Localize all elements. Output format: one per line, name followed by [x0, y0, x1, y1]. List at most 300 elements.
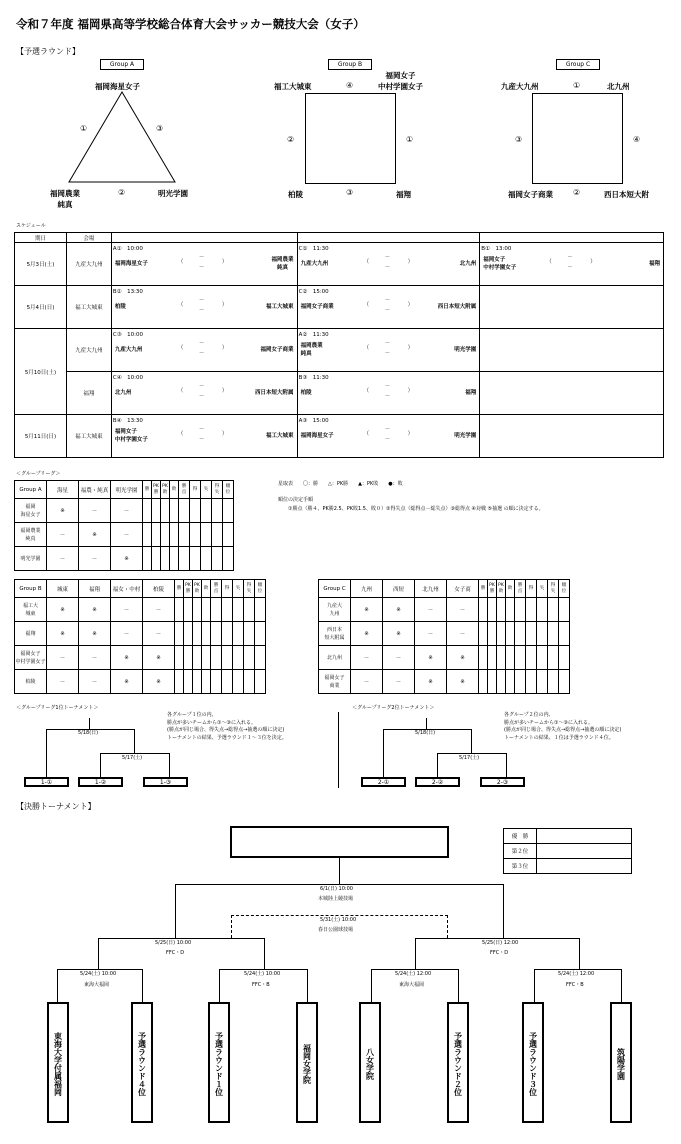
- stat-cell: [184, 646, 193, 670]
- group-table-cell: －: [111, 523, 143, 547]
- score-open: （: [363, 431, 370, 437]
- stat-cell: [161, 547, 170, 571]
- schedule-venue-cell: 福翔: [66, 372, 111, 415]
- sf-right-venue: FFC・D: [490, 950, 509, 956]
- stat-col-head: PK 敗: [161, 481, 170, 499]
- qf3-venue: 東海大福岡: [399, 982, 425, 988]
- stat-cell: [202, 646, 211, 670]
- stat-cell: [497, 646, 506, 670]
- schedule-match-cell: [297, 286, 480, 329]
- final-team-slot: 予選ラウンド３位: [522, 1002, 544, 1123]
- stat-cell: [488, 598, 497, 622]
- group-table-cell: －: [111, 622, 143, 646]
- score-open: （: [363, 345, 370, 351]
- qf1-venue: 東海大福岡: [84, 982, 110, 988]
- group-table-row-team: 西日本 短大附属: [319, 622, 351, 646]
- stat-cell: [488, 670, 497, 694]
- stat-cell: [515, 598, 526, 622]
- group-table-row-team: 福岡 海星女子: [15, 499, 47, 523]
- champion-box: [230, 826, 449, 858]
- score-close: ）: [407, 302, 414, 308]
- score-home: －: [198, 384, 205, 390]
- group-table-col-head: 福女・中村: [111, 580, 143, 598]
- league-rule-text: ①勝点（勝４、PK勝2.5、PK敗1.5、敗０）②得失点（総得点－総失点）③総得点 ④対戦 ⑤抽選 の順に決定する。: [288, 506, 544, 512]
- third-venue: 春日公園球技場: [318, 927, 354, 933]
- score-close: ）: [221, 302, 228, 308]
- final-team-slot: 東海大学付属福岡: [47, 1002, 69, 1123]
- group-table-cell: －: [79, 670, 111, 694]
- group-table-cell: ※: [79, 622, 111, 646]
- match-code: C② 15:00: [298, 289, 329, 295]
- group-a-top-team: 福岡海星女子: [95, 82, 140, 91]
- score-home: －: [198, 427, 205, 433]
- score-close: ）: [221, 259, 228, 265]
- match-away-team: 福翔: [648, 261, 660, 267]
- stat-cell: [526, 598, 537, 622]
- stat-cell: [212, 547, 223, 571]
- group-table-row-team: 福岡女子 中村学園女子: [15, 646, 47, 670]
- score-home: －: [384, 255, 391, 261]
- final-team-slot: 筑陽学園: [610, 1002, 632, 1123]
- score-home: －: [567, 255, 573, 261]
- schedule-label: スケジュール: [16, 223, 46, 229]
- gl2-slot-3: 2-③: [480, 777, 525, 787]
- match-code: B① 13:00: [481, 246, 512, 252]
- stat-col-head: 勝: [143, 481, 152, 499]
- schedule-table: [14, 232, 664, 458]
- stat-cell: [548, 622, 559, 646]
- placings-table: [503, 828, 632, 874]
- stat-col-head: 順 位: [223, 481, 234, 499]
- final-team-slot: 八女学院: [359, 1002, 381, 1123]
- group-table-cell: －: [47, 547, 79, 571]
- group-table-cell: －: [415, 598, 447, 622]
- match-away-team: 福工大城東: [266, 304, 294, 310]
- stat-cell: [497, 622, 506, 646]
- stat-cell: [559, 670, 570, 694]
- stat-col-head: 敗: [506, 580, 515, 598]
- match-code: B② 13:30: [112, 289, 143, 295]
- group-table-cell: ※: [111, 547, 143, 571]
- score-open: （: [177, 302, 184, 308]
- stat-cell: [212, 523, 223, 547]
- sf-left-time: 5/25(日) 10:00: [155, 940, 192, 946]
- group-table-cell: ※: [351, 598, 383, 622]
- stat-cell: [526, 670, 537, 694]
- group-table-cell: －: [143, 622, 175, 646]
- score-open: （: [177, 259, 184, 265]
- qf4-venue: FFC・B: [566, 982, 584, 988]
- stat-cell: [233, 622, 244, 646]
- qf1-time: 5/24(土) 10:00: [80, 971, 117, 977]
- stat-cell: [506, 622, 515, 646]
- stat-cell: [170, 499, 179, 523]
- group-a-match-bottom: ②: [118, 188, 126, 197]
- stat-cell: [515, 646, 526, 670]
- group-table-cell: ※: [79, 523, 111, 547]
- match-away-team: 北九州: [459, 261, 477, 267]
- stat-cell: [201, 547, 212, 571]
- score-open: （: [546, 259, 552, 265]
- qf3-time: 5/24(土) 12:00: [395, 971, 432, 977]
- stat-cell: [497, 598, 506, 622]
- stat-cell: [184, 670, 193, 694]
- match-code: C① 11:30: [298, 246, 329, 252]
- group-table-cell: －: [47, 670, 79, 694]
- stat-cell: [526, 646, 537, 670]
- match-home-team: 福岡女子 中村学園女子: [483, 257, 517, 271]
- qf2-time: 5/24(土) 10:00: [244, 971, 281, 977]
- match-home-team: 九産大九州: [114, 347, 143, 353]
- score-close: ）: [221, 388, 228, 394]
- match-code: A② 11:30: [298, 332, 329, 338]
- prelim-heading: 【予選ラウンド】: [16, 47, 80, 56]
- match-home-team: 福岡海星女子: [300, 433, 334, 439]
- schedule-match-cell: [297, 372, 480, 415]
- third-time: 5/31(土) 10:00: [320, 917, 357, 923]
- stat-col-head: 勝: [175, 580, 184, 598]
- gl2-final-date: 5/18(日): [415, 730, 436, 736]
- group-table-row-team: 福岡農業 純真: [15, 523, 47, 547]
- group-table-row-team: 福岡女子 商業: [319, 670, 351, 694]
- stat-cell: [190, 523, 201, 547]
- group-table-row-team: 福翔: [15, 622, 47, 646]
- stat-cell: [175, 598, 184, 622]
- stat-cell: [559, 598, 570, 622]
- group-a-right-team: 明光学園: [158, 189, 188, 198]
- final-venue: 本城陸上競技場: [318, 896, 354, 902]
- group-table-cell: －: [47, 523, 79, 547]
- schedule-match-cell: [480, 372, 664, 415]
- group-c-match-top: ①: [573, 81, 581, 90]
- group-table-head: Group B: [15, 580, 47, 598]
- group-table-row-team: 福工大 城東: [15, 598, 47, 622]
- stat-col-head: PK 敗: [193, 580, 202, 598]
- stat-cell: [506, 670, 515, 694]
- stat-cell: [537, 670, 548, 694]
- group-table-cell: －: [383, 646, 415, 670]
- stat-col-head: 得 失: [212, 481, 223, 499]
- match-home-team: 福岡女子商業: [300, 304, 334, 310]
- stat-col-head: 敗: [202, 580, 211, 598]
- score-open: （: [177, 345, 184, 351]
- group-c-match-bottom: ②: [573, 188, 581, 197]
- group-c-tr-team: 北九州: [607, 82, 630, 91]
- gl2-slot-1: 2-①: [361, 777, 406, 787]
- group-a-table: [14, 480, 234, 571]
- schedule-date-cell: 5月10日(土): [15, 329, 67, 415]
- score-home: －: [384, 298, 391, 304]
- group-table-col-head: 福農・純真: [79, 481, 111, 499]
- group-table-col-head: 柏陵: [143, 580, 175, 598]
- match-away-team: 西日本短大附属: [255, 390, 294, 396]
- group-table-cell: ※: [383, 598, 415, 622]
- group-table-col-head: 九州: [351, 580, 383, 598]
- group-c-table: [318, 579, 570, 694]
- gl1-note: 各グループ１位の内、 勝点が多いチームから①～③に入れる。 (勝点が同じ場合、得失点→総得点→抽選の順に決定) トーナメントの結果、予選ラウンド１～３位を決定。: [167, 712, 287, 741]
- score-home: －: [384, 427, 391, 433]
- stat-col-head: 勝 点: [211, 580, 222, 598]
- stat-cell: [233, 670, 244, 694]
- score-home: －: [384, 341, 391, 347]
- group-table-cell: －: [79, 646, 111, 670]
- stat-cell: [559, 622, 570, 646]
- stat-col-head: 順 位: [559, 580, 570, 598]
- stat-cell: [190, 547, 201, 571]
- stat-cell: [193, 598, 202, 622]
- stat-col-head: PK 勝: [488, 580, 497, 598]
- schedule-venue-cell: 福工大城東: [66, 286, 111, 329]
- page-title: 令和７年度 福岡県高等学校総合体育大会サッカー競技大会（女子）: [16, 17, 365, 31]
- stat-cell: [506, 598, 515, 622]
- stat-cell: [479, 622, 488, 646]
- stat-cell: [506, 646, 515, 670]
- score-away: －: [384, 437, 391, 443]
- stat-cell: [223, 499, 234, 523]
- schedule-match-cell: [480, 286, 664, 329]
- match-away-team: 福岡農業 純真: [271, 257, 294, 271]
- schedule-header-venue: 会場: [66, 233, 111, 243]
- score-close: ）: [221, 431, 228, 437]
- gl1-final-date: 5/18(日): [78, 730, 99, 736]
- schedule-venue-cell: 福工大城東: [66, 415, 111, 458]
- score-home: －: [198, 255, 205, 261]
- group-table-cell: ※: [415, 646, 447, 670]
- stat-cell: [179, 499, 190, 523]
- match-away-team: 福翔: [465, 390, 477, 396]
- stat-cell: [479, 670, 488, 694]
- score-open: （: [177, 431, 184, 437]
- match-away-team: 福工大城東: [266, 433, 294, 439]
- stat-cell: [559, 646, 570, 670]
- stat-cell: [211, 622, 222, 646]
- stat-cell: [143, 499, 152, 523]
- group-table-cell: ※: [383, 622, 415, 646]
- stat-col-head: 失: [537, 580, 548, 598]
- placing-value: [537, 844, 632, 859]
- group-table-cell: －: [415, 622, 447, 646]
- stat-cell: [170, 547, 179, 571]
- stat-cell: [152, 499, 161, 523]
- match-home-team: 柏陵: [114, 304, 126, 310]
- schedule-date-cell: 5月4日(日): [15, 286, 67, 329]
- schedule-match-cell: [111, 372, 297, 415]
- schedule-date-cell: 5月3日(土): [15, 243, 67, 286]
- stat-cell: [202, 622, 211, 646]
- stat-cell: [548, 646, 559, 670]
- group-table-row-team: 明光学園: [15, 547, 47, 571]
- stat-col-head: 勝 点: [179, 481, 190, 499]
- final-team-slot: 予選ラウンド１位: [208, 1002, 230, 1123]
- group-b-match-bottom: ③: [346, 188, 354, 197]
- gl1-slot-3: 1-③: [143, 777, 188, 787]
- group-table-col-head: 西短: [383, 580, 415, 598]
- gl1-semi-date: 5/17(土): [122, 755, 143, 761]
- stat-cell: [184, 622, 193, 646]
- stat-cell: [184, 598, 193, 622]
- group-c-square: [532, 93, 623, 184]
- score-close: ）: [221, 345, 228, 351]
- score-close: ）: [407, 431, 414, 437]
- gl2-semi-date: 5/17(土): [459, 755, 480, 761]
- score-away: －: [198, 308, 205, 314]
- stat-cell: [479, 598, 488, 622]
- group-c-tl-team: 九産大九州: [501, 82, 539, 91]
- stat-cell: [223, 547, 234, 571]
- schedule-match-cell: [297, 329, 480, 372]
- score-close: ）: [407, 388, 414, 394]
- group-b-match-top: ④: [346, 81, 354, 90]
- group-table-cell: －: [447, 598, 479, 622]
- group-c-match-left: ③: [515, 135, 523, 144]
- gl2-note: 各グループ２位の内、 勝点が多いチームから①～③に入れる。 (勝点が同じ場合、得失点→総得点→抽選の順に決定) トーナメントの結果、１位は予選ラウンド４位。: [504, 712, 622, 741]
- stat-col-head: 勝 点: [515, 580, 526, 598]
- score-away: －: [384, 394, 391, 400]
- placing-label: 優 勝: [504, 829, 537, 844]
- group-a-match-left: ①: [80, 124, 88, 133]
- group-table-col-head: 福翔: [79, 580, 111, 598]
- score-home: －: [198, 298, 205, 304]
- group-b-table: [14, 579, 266, 694]
- stat-col-head: 得: [190, 481, 201, 499]
- gl1-slot-1: 1-①: [24, 777, 69, 787]
- final-team-slot: 予選ラウンド２位: [447, 1002, 469, 1123]
- schedule-match-cell: [111, 243, 297, 286]
- stat-cell: [244, 670, 255, 694]
- stat-col-head: PK 勝: [152, 481, 161, 499]
- stat-cell: [222, 670, 233, 694]
- group-a-left-team: 福岡農業 純真: [50, 189, 80, 209]
- schedule-match-cell: [480, 329, 664, 372]
- score-home: －: [384, 384, 391, 390]
- stat-cell: [175, 670, 184, 694]
- stat-col-head: 失: [201, 481, 212, 499]
- score-home: －: [198, 341, 205, 347]
- stat-cell: [537, 646, 548, 670]
- schedule-match-cell: [111, 286, 297, 329]
- group-table-head: Group C: [319, 580, 351, 598]
- group-table-col-head: 海星: [47, 481, 79, 499]
- stat-cell: [152, 547, 161, 571]
- final-team-slot: 福岡女学院: [296, 1002, 318, 1123]
- group-b-square: [305, 93, 396, 184]
- group-table-row-team: 北九州: [319, 646, 351, 670]
- stat-cell: [244, 622, 255, 646]
- stat-cell: [161, 499, 170, 523]
- league-label: ＜グループリーグ＞: [16, 471, 61, 477]
- stat-cell: [222, 622, 233, 646]
- match-code: C④ 10:00: [112, 375, 143, 381]
- stat-cell: [233, 598, 244, 622]
- stat-cell: [212, 499, 223, 523]
- group-table-head: Group A: [15, 481, 47, 499]
- stat-cell: [223, 523, 234, 547]
- stat-col-head: 敗: [170, 481, 179, 499]
- qf2-venue: FFC・B: [252, 982, 270, 988]
- group-b-tr-team: 福岡女子 中村学園女子: [378, 71, 423, 91]
- final-heading: 【決勝トーナメント】: [16, 802, 96, 811]
- group-table-cell: －: [111, 499, 143, 523]
- group-table-cell: ※: [47, 598, 79, 622]
- stat-cell: [515, 670, 526, 694]
- stat-cell: [537, 598, 548, 622]
- qf4-time: 5/24(土) 12:00: [558, 971, 595, 977]
- group-table-cell: ※: [351, 622, 383, 646]
- score-close: ）: [407, 345, 414, 351]
- league-legend: 星取表 〇：勝 △：PK勝 ▲：PK敗 ●：敗: [278, 481, 403, 487]
- stat-cell: [222, 598, 233, 622]
- match-away-team: 明光学園: [454, 347, 477, 353]
- group-table-cell: －: [351, 646, 383, 670]
- group-table-col-head: 女子商: [447, 580, 479, 598]
- stat-col-head: 勝: [479, 580, 488, 598]
- sf-right-time: 5/25(日) 12:00: [482, 940, 519, 946]
- stat-cell: [202, 598, 211, 622]
- group-a-label: Group A: [100, 59, 144, 70]
- stat-cell: [255, 622, 266, 646]
- group-table-cell: ※: [47, 499, 79, 523]
- stat-cell: [143, 523, 152, 547]
- group-table-cell: －: [79, 547, 111, 571]
- score-open: （: [363, 302, 370, 308]
- stat-cell: [211, 598, 222, 622]
- match-away-team: 西日本短大附属: [437, 304, 477, 310]
- placing-value: [537, 859, 632, 874]
- stat-cell: [222, 646, 233, 670]
- stat-cell: [497, 670, 506, 694]
- group-b-match-right: ①: [406, 135, 414, 144]
- stat-cell: [255, 598, 266, 622]
- score-open: （: [363, 259, 370, 265]
- group-table-cell: ※: [415, 670, 447, 694]
- group-table-cell: ※: [447, 670, 479, 694]
- group-table-cell: ※: [111, 670, 143, 694]
- group-table-row-team: 九産大 九州: [319, 598, 351, 622]
- match-code: C③ 10:00: [112, 332, 143, 338]
- group-c-match-right: ④: [633, 135, 641, 144]
- sf-left-venue: FFC・D: [166, 950, 185, 956]
- score-away: －: [198, 265, 205, 271]
- match-code: A③ 15:00: [298, 418, 329, 424]
- group-b-bl-team: 柏陵: [288, 190, 303, 199]
- stat-cell: [479, 646, 488, 670]
- stat-cell: [211, 646, 222, 670]
- group-b-label: Group B: [328, 59, 372, 70]
- group-table-cell: ※: [143, 670, 175, 694]
- group-b-match-left: ②: [287, 135, 295, 144]
- match-home-team: 福岡農業 純真: [300, 343, 323, 357]
- gl2-label: ＜グループリーグ2位トーナメント＞: [352, 705, 435, 711]
- group-a-triangle: [66, 90, 178, 186]
- group-table-col-head: 明光学園: [111, 481, 143, 499]
- match-home-team: 柏陵: [300, 390, 312, 396]
- group-table-col-head: 城東: [47, 580, 79, 598]
- group-table-cell: ※: [447, 646, 479, 670]
- score-open: （: [177, 388, 184, 394]
- match-home-team: 福岡海星女子: [114, 261, 148, 267]
- stat-cell: [193, 646, 202, 670]
- stat-col-head: 得: [222, 580, 233, 598]
- group-table-row-team: 柏陵: [15, 670, 47, 694]
- stat-cell: [175, 646, 184, 670]
- stat-cell: [179, 523, 190, 547]
- stat-cell: [255, 646, 266, 670]
- score-close: ）: [407, 259, 414, 265]
- stat-cell: [152, 523, 161, 547]
- match-home-team: 九産大九州: [300, 261, 329, 267]
- match-home-team: 福岡女子 中村学園女子: [114, 429, 148, 443]
- gl1-label: ＜グループリーグ1位トーナメント＞: [16, 705, 99, 711]
